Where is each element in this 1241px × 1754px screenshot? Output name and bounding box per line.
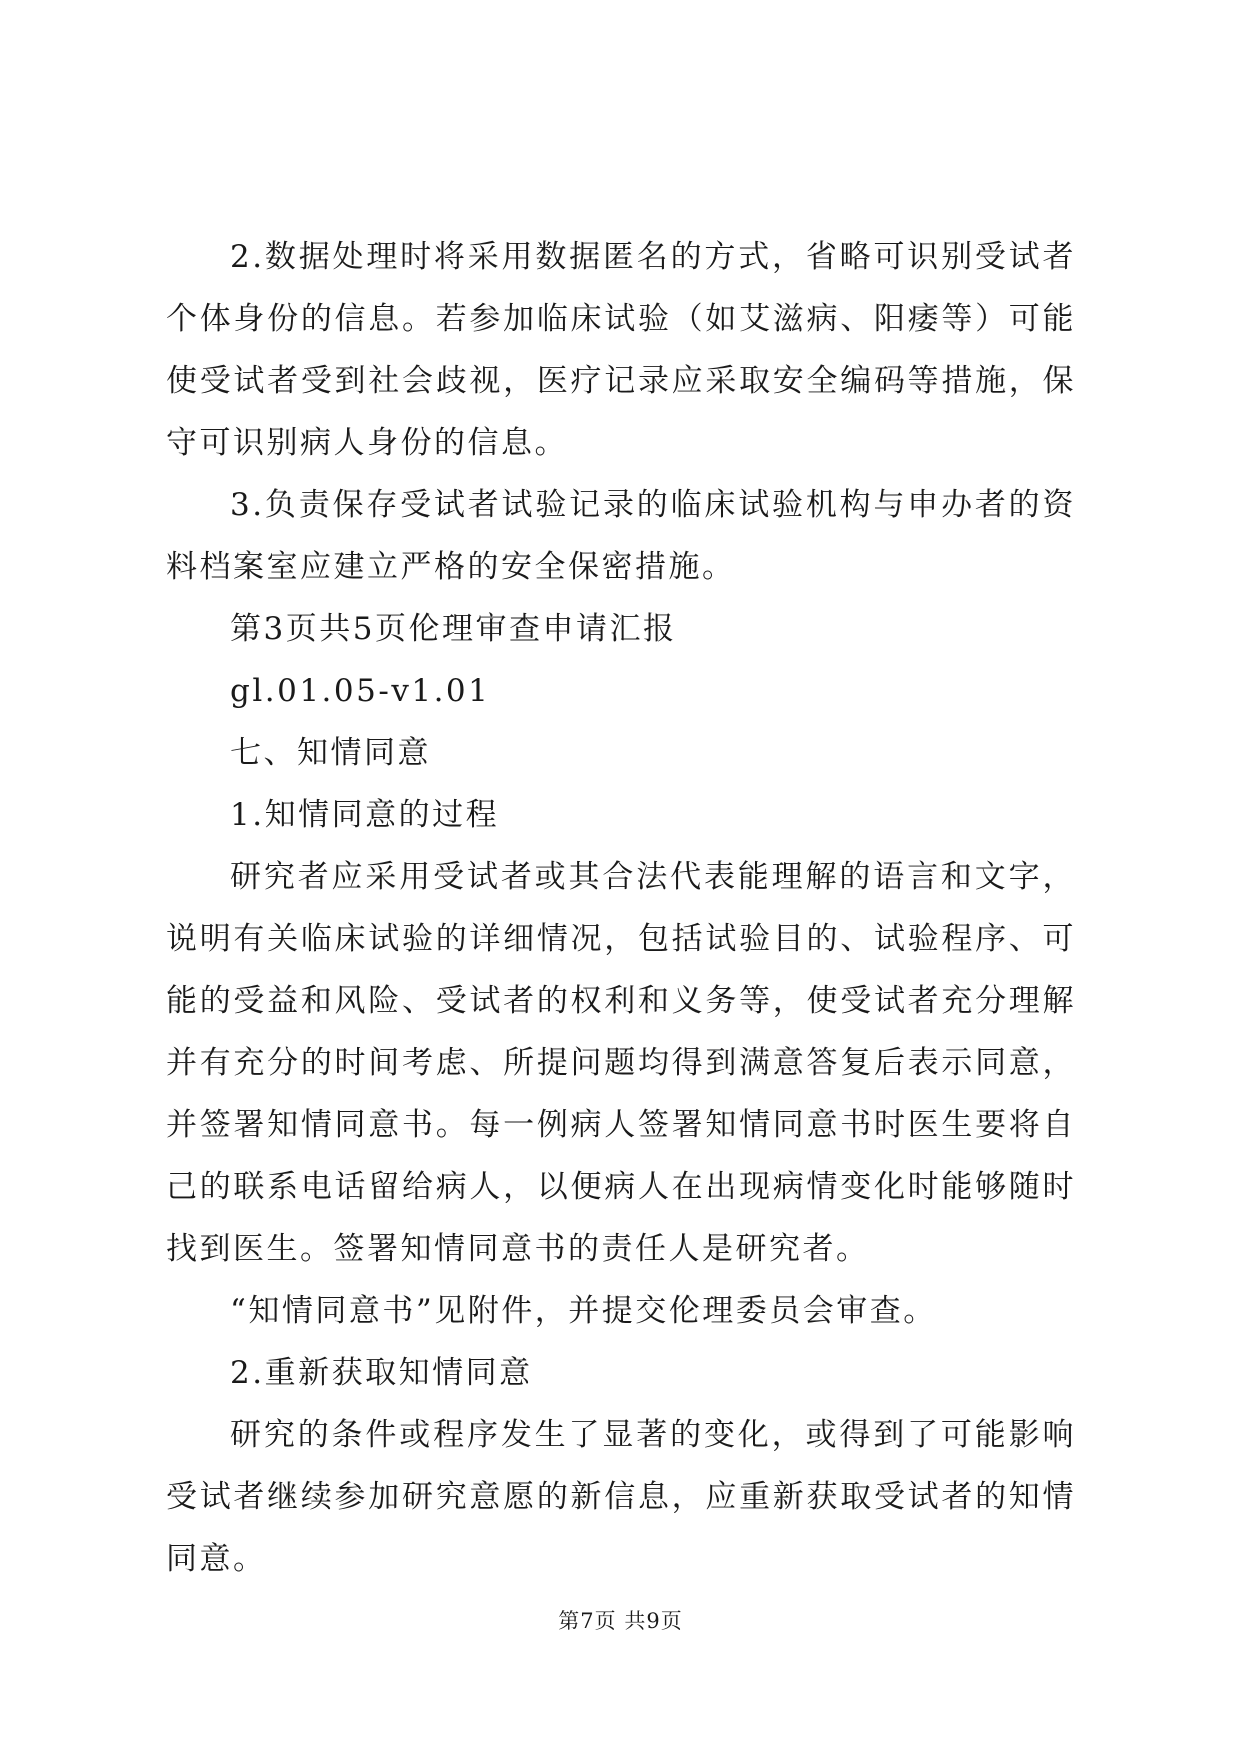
paragraph-page-reference: 第3页共5页伦理审查申请汇报 [230,611,677,647]
page-footer: 第7页 共9页 [558,1609,683,1633]
paragraph-document-code: gl.01.05-v1.01 [230,673,491,709]
subheading-reconsent: 2.重新获取知情同意 [230,1355,533,1391]
section-heading-informed-consent: 七、知情同意 [230,735,431,771]
paragraph-archive-security: 3.负责保存受试者试验记录的临床试验机构与申办者的资料档案室应建立严格的安全保密措施。 [166,487,1076,585]
paragraph-reconsent: 研究的条件或程序发生了显著的变化，或得到了可能影响受试者继续参加研究意愿的新信息，应重新获取受试者的知情同意。 [166,1417,1076,1577]
subheading-consent-process: 1.知情同意的过程 [230,797,500,833]
document-body [166,226,1076,1590]
paragraph-consent-process: 研究者应采用受试者或其合法代表能理解的语言和文字，说明有关临床试验的详细情况，包括试验目的、试验程序、可能的受益和风险、受试者的权利和义务等，使受试者充分理解并有充分的时间考虑、所提问题均得到满意答复后表示同意，并签署知情同意书。每一例病人签署知情同意书时医生要将自己的联系电话留给病人，以便病人在出现病情变化时能够随时找到医生。签署知情同意书的责任人是研究者。 [166,859,1076,1267]
paragraph-consent-form-note: “知情同意书”见附件，并提交伦理委员会审查。 [230,1293,937,1329]
paragraph-data-anonymization: 2.数据处理时将采用数据匿名的方式，省略可识别受试者个体身份的信息。若参加临床试验（如艾滋病、阳痿等）可能使受试者受到社会歧视，医疗记录应采取安全编码等措施，保守可识别病人身份的信息。 [166,239,1076,461]
